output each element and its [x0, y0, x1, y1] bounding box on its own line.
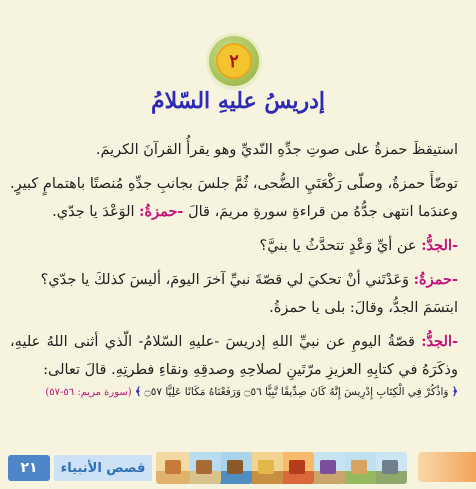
page-footer: [0, 450, 476, 489]
quran-verse: [10, 384, 458, 401]
paragraph-2-end: الوَعْدَ يا جدّي.: [52, 204, 135, 220]
chapter-title: إدريسُ عليهِ السّلامُ: [150, 88, 326, 114]
speaker-hamza: -حمزةُ:: [139, 203, 184, 220]
paragraph-6: [10, 328, 458, 384]
palace-scene-tile: [249, 452, 283, 484]
speaker-grandfather-2: -الجدُّ:: [421, 333, 459, 350]
village-scene-tile: [342, 452, 376, 484]
paragraph-2: [10, 170, 458, 226]
page-number: ٢١: [8, 455, 50, 481]
story-text: [10, 136, 458, 401]
quran-close-bracket: ﴾: [135, 386, 142, 398]
paragraph-6-text: قصّةُ اليومِ عن نبيِّ اللهِ إدريسَ -عليهِ السّلامُ- الّذي أثنى اللهُ عليهِ، وذكَرَهُ في كتابِهِ العزيزِ مرّتَينِ لصلاحِهِ وصدقِهِ ونقاءِ فطرتِهِ. قالَ تعالى:: [10, 334, 458, 378]
paragraph-1: استيقظَ حمزةُ على صوتِ جدِّهِ النّديِّ وهو يقرأُ القرآنَ الكريمَ.: [95, 142, 458, 158]
ark-scene-tile: [218, 452, 252, 484]
paragraph-3-text: عن أيِّ وَعْدٍ تتحدَّثُ يا بنيَّ؟: [259, 238, 417, 254]
paragraph-5: ابتسَمَ الجدُّ، وقالَ: بلى يا حمزةُ.: [269, 300, 458, 316]
quran-open-bracket: ﴿: [451, 386, 458, 398]
quran-reference: (سورة مريم: ٥٦-٥٧): [45, 387, 132, 398]
paragraph-4: [10, 266, 458, 294]
city-scene-tile: [187, 452, 221, 484]
chapter-badge: [209, 36, 259, 86]
footer-orange-band: [418, 452, 476, 482]
mountain-scene-tile: [373, 452, 407, 484]
paragraph-3: [10, 232, 458, 260]
fire-scene-tile: [280, 452, 314, 484]
paragraph-4-text: وَعَدْتَني أنْ تحكيَ لي قصّةَ نبيِّ آخرَ اليومَ، أليسَ كذلكَ يا جدّي؟: [40, 272, 410, 288]
paragraph-2-text: توضّأَ حمزةُ، وصلّى رَكْعَتَيِ الضُّحى، ثُمَّ جلسَ بجانبِ جدِّهِ مُنصتًا باهتمامٍ كبيرٍ. وعندَما انتهى جدُّهُ من قراءةِ سورةِ مريمَ، قالَ: [10, 176, 458, 220]
tent-scene-tile: [311, 452, 345, 484]
speaker-grandfather: -الجدُّ:: [421, 237, 458, 254]
quran-verse-text: وَاذْكُرْ فِي الْكِتَابِ إِدْرِيسَ إِنَّهُ كَانَ صِدِّيقًا نَّبِيًّا ۝٥٦ وَرَفَعْنَاهُ مَكَانًا عَلِيًّا ۝٥٧: [144, 386, 449, 398]
book-title: قصص الأنبياء: [54, 455, 152, 481]
chapter-number: ٢: [216, 43, 252, 79]
desert-scene-tile: [156, 452, 190, 484]
speaker-hamza-2: -حمزةُ:: [413, 271, 458, 288]
